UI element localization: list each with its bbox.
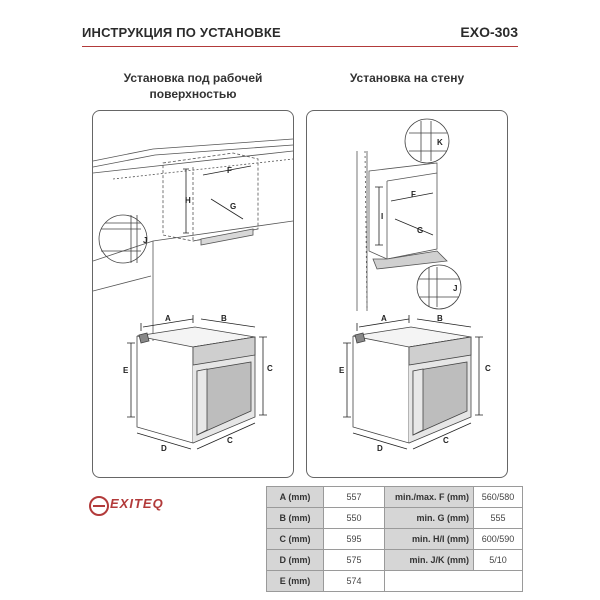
spec-label: C (mm) (267, 529, 324, 550)
svg-text:E: E (339, 366, 345, 375)
page-title: ИНСТРУКЦИЯ ПО УСТАНОВКЕ (82, 25, 281, 40)
spec-label-2: min. G (mm) (385, 508, 474, 529)
section-title-under-counter: Установка под рабочей поверхностью (123, 71, 263, 101)
spec-value: 550 (324, 508, 385, 529)
svg-text:H: H (185, 196, 191, 205)
svg-text:E: E (123, 366, 129, 375)
svg-text:F: F (411, 190, 416, 199)
model-number: EXO-303 (460, 24, 518, 40)
spec-value-2: 560/580 (474, 487, 523, 508)
svg-text:K: K (437, 138, 443, 147)
oven-drawing-under-counter (127, 315, 267, 449)
svg-text:D: D (161, 444, 167, 453)
spec-value: 595 (324, 529, 385, 550)
spec-value-2: 5/10 (474, 550, 523, 571)
svg-text:J: J (453, 284, 458, 293)
spec-label-2: min. H/I (mm) (385, 529, 474, 550)
table-row (267, 550, 523, 571)
svg-text:G: G (230, 202, 237, 211)
header-rule (82, 46, 518, 47)
svg-text:C: C (443, 436, 449, 445)
spec-label-2 (385, 571, 474, 592)
spec-label-2: min./max. F (mm) (385, 487, 474, 508)
table-row (267, 571, 523, 592)
svg-text:D: D (377, 444, 383, 453)
oven-drawing-wall (343, 315, 483, 449)
wall-diagram (307, 111, 507, 477)
svg-text:C: C (485, 364, 491, 373)
under-counter-diagram (93, 111, 293, 477)
spec-value: 575 (324, 550, 385, 571)
brand-logo (88, 492, 188, 520)
wall-niche-drawing (357, 119, 461, 311)
svg-text:C: C (227, 436, 233, 445)
page-header (82, 22, 518, 50)
svg-text:J: J (143, 236, 148, 245)
svg-text:A: A (165, 314, 171, 323)
svg-text:C: C (267, 364, 273, 373)
diagram-panel-wall (306, 110, 508, 478)
section-title-wall: Установка на стену (349, 71, 465, 85)
spec-label: A (mm) (267, 487, 324, 508)
table-row (267, 487, 523, 508)
svg-text:B: B (221, 314, 227, 323)
table-row (267, 508, 523, 529)
table-row (267, 529, 523, 550)
dimensions-table (266, 486, 523, 592)
spec-label-2: min. J/K (mm) (385, 550, 474, 571)
spec-value-2 (474, 571, 523, 592)
spec-label: E (mm) (267, 571, 324, 592)
svg-text:G: G (417, 226, 424, 235)
countertop-drawing (93, 139, 293, 341)
spec-value-2: 600/590 (474, 529, 523, 550)
svg-text:B: B (437, 314, 443, 323)
spec-value: 557 (324, 487, 385, 508)
brand-name: EXITEQ (110, 496, 164, 511)
spec-value: 574 (324, 571, 385, 592)
svg-text:A: A (381, 314, 387, 323)
spec-label: D (mm) (267, 550, 324, 571)
diagram-panel-under-counter (92, 110, 294, 478)
brand-emblem-icon (88, 495, 110, 517)
svg-text:F: F (227, 166, 232, 175)
spec-label: B (mm) (267, 508, 324, 529)
svg-text:I: I (381, 212, 384, 221)
spec-value-2: 555 (474, 508, 523, 529)
